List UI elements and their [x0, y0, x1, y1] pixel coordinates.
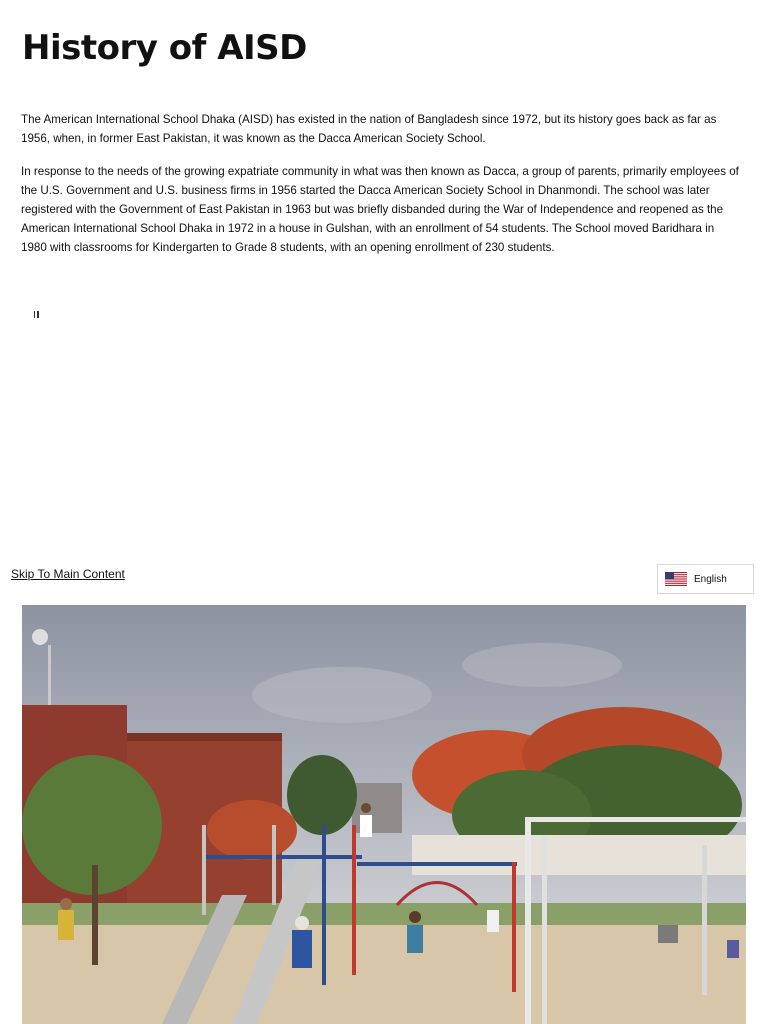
intro-paragraph: The American International School Dhaka (AISD) has existed in the nation of Bangladesh since 1972, but its history goes back as far as 1956, when, in former East Pakistan, it was known as the Dacca American Society School. [21, 113, 717, 145]
pause-button[interactable] [31, 307, 41, 321]
pause-icon [34, 311, 36, 318]
history-paragraph: In response to the needs of the growing expatriate community in what was then known as Dacca, a group of parents, primarily employees of the U.S. Government and U.S. business firms in 1956 started the Dacca American Society School in Dhanmondi. The school was later registered with the Government of East Pakistan in 1963 but was briefly disbanded during the War of Independence and reopened as the American International School Dhaka in 1972 in a house in Gulshan, with an enrollment of 54 students. The School moved Baridhara in 1980 with classrooms for Kindergarten to Grade 8 students, with an opening enrollment of 230 students. [21, 165, 739, 254]
language-selector[interactable] [657, 564, 754, 594]
playground-photo [22, 605, 746, 1024]
language-label: English [694, 573, 727, 585]
us-flag-icon [665, 572, 687, 586]
skip-to-main-content-link[interactable]: Skip To Main Content [11, 567, 125, 581]
page-title: History of AISD [22, 28, 307, 68]
